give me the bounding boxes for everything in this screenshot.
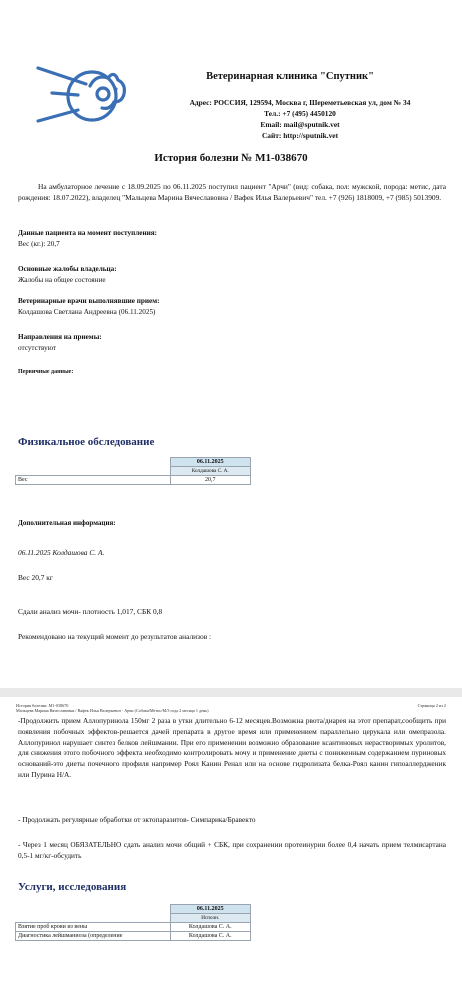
urine-test-result: Сдали анализ мочи- плотность 1,017, СБК 0,8: [18, 607, 163, 616]
recommendation-intro: Рекомендовано на текущий момент до результатов анализов :: [18, 632, 212, 641]
exam-row-value: 20,7: [170, 476, 251, 485]
referrals-block: [18, 332, 102, 353]
table-row: [16, 476, 251, 485]
services-heading: Услуги, исследования: [18, 881, 127, 893]
vets-block: [18, 296, 160, 317]
exam-date: 06.11.2025: [170, 458, 251, 467]
page-separator: [0, 688, 462, 697]
table-row: [16, 923, 251, 932]
running-header-id: История болезни: М1-038670: [16, 703, 69, 708]
primary-data-label: Первичные данные:: [18, 369, 74, 375]
clinic-phone: Тел.: +7 (495) 4450120: [264, 109, 336, 118]
physical-exam-table: [15, 457, 251, 485]
referrals-value: отсутствуют: [18, 343, 57, 352]
patient-data: [18, 228, 157, 249]
patient-data-label: Данные пациента на момент поступления:: [18, 229, 158, 237]
physical-exam-heading: Физикальное обследование: [18, 436, 155, 448]
complaints-value: Жалобы на общее состояние: [18, 275, 106, 284]
recommendation-ectoparasites: - Продолжать регулярные обработки от эктопаразитов- Симпарика/Бравекто: [18, 815, 256, 824]
services-executor: Исполн.: [170, 914, 251, 923]
exam-row-label: Вес: [16, 476, 171, 485]
owner-complaints: [18, 264, 117, 285]
service-executor: Колдашова С. А.: [170, 923, 251, 932]
referrals-label: Направления на приемы:: [18, 333, 102, 341]
table-row: [16, 932, 251, 941]
intro-paragraph: На амбулаторное лечение с 18.09.2025 по 06.11.2025 поступил пациент "Арчи" (вид: собака, пол: мужской, порода: метис, дата рождения: 18.07.2022), владелец "Мальцева Марина Вячеславовна / Вафек Илья Валерьевич" тел. +7 (926) 1818009, +7 (985) 5013909.: [18, 182, 446, 202]
vets-value: Колдашова Светлана Андреевна (06.11.2025): [18, 307, 156, 316]
service-name: Взятие проб крови из вены: [16, 923, 171, 932]
clinic-email: Email: mail@sputnik.vet: [260, 120, 340, 129]
clinic-contacts: [150, 97, 450, 141]
recommendation-urine-test: - Через 1 месяц ОБЯЗАТЕЛЬНО сдать анализ мочи общий + СБК, при сохранении протеинурии более 0,4 начать прием телмисартана 0,5-1 мг/кг-обсудить: [18, 840, 446, 860]
additional-signature: 06.11.2025 Колдашова С. А.: [18, 548, 105, 557]
clinic-name: Ветеринарная клиника "Спутник": [206, 71, 374, 82]
exam-doctor: Колдашова С. А.: [170, 467, 251, 476]
page-number: Страница 2 из 2: [417, 703, 446, 708]
service-name: Диагностика лейшманиоза (определение: [16, 932, 171, 941]
vets-label: Ветеринарные врачи выполнявшие прием:: [18, 297, 160, 305]
running-header-patient: Мальцева Марина Вячеславовна / Вафек Илья Валерьевич - Арчи (Собака/Метис/М/3 года 2 месяца 1 день): [16, 708, 209, 714]
additional-weight: Вес 20,7 кг: [18, 573, 53, 582]
document-title: История болезни № М1-038670: [154, 152, 308, 164]
clinic-address: Адрес: РОССИЯ, 129594, Москва г, Шереметьевская ул, дом № 34: [189, 98, 411, 107]
patient-data-value: Вес (кг.): 20,7: [18, 239, 60, 248]
running-header: [16, 703, 446, 714]
additional-info-label: Дополнительная информация:: [18, 519, 116, 527]
services-date: 06.11.2025: [170, 905, 251, 914]
sputnik-logo-icon: [30, 58, 130, 138]
service-executor: Колдашова С. А.: [170, 932, 251, 941]
clinic-site: Сайт: http://sputnik.vet: [261, 131, 339, 140]
recommendation-allopurinol: -Продолжить прием Аллопуринола 150мг 2 раза в утки длительно 6-12 месяцев.Возможна рвота/диарея на этот препарат,сообщить при появления побочных эффектов-решается дачей препарата в другое время или применением параллельно церукала или омепразола. Аллопуринол нарушает синтез белков лейшмании. При его применении возможно образование ксантиновых нерастворимых уролитов, для снижения этого побочного эффекта необходимо контролировать мочу и применение диеты с пониженным содержанием пуриновых оснований-это диеты почечного профиля например Роял Канин Ренал или на основе гидролизата белка-Роял канин гипоаллердженик или Пурина Н/А.: [18, 716, 446, 779]
services-table: [15, 904, 251, 941]
complaints-label: Основные жалобы владельца:: [18, 265, 117, 273]
